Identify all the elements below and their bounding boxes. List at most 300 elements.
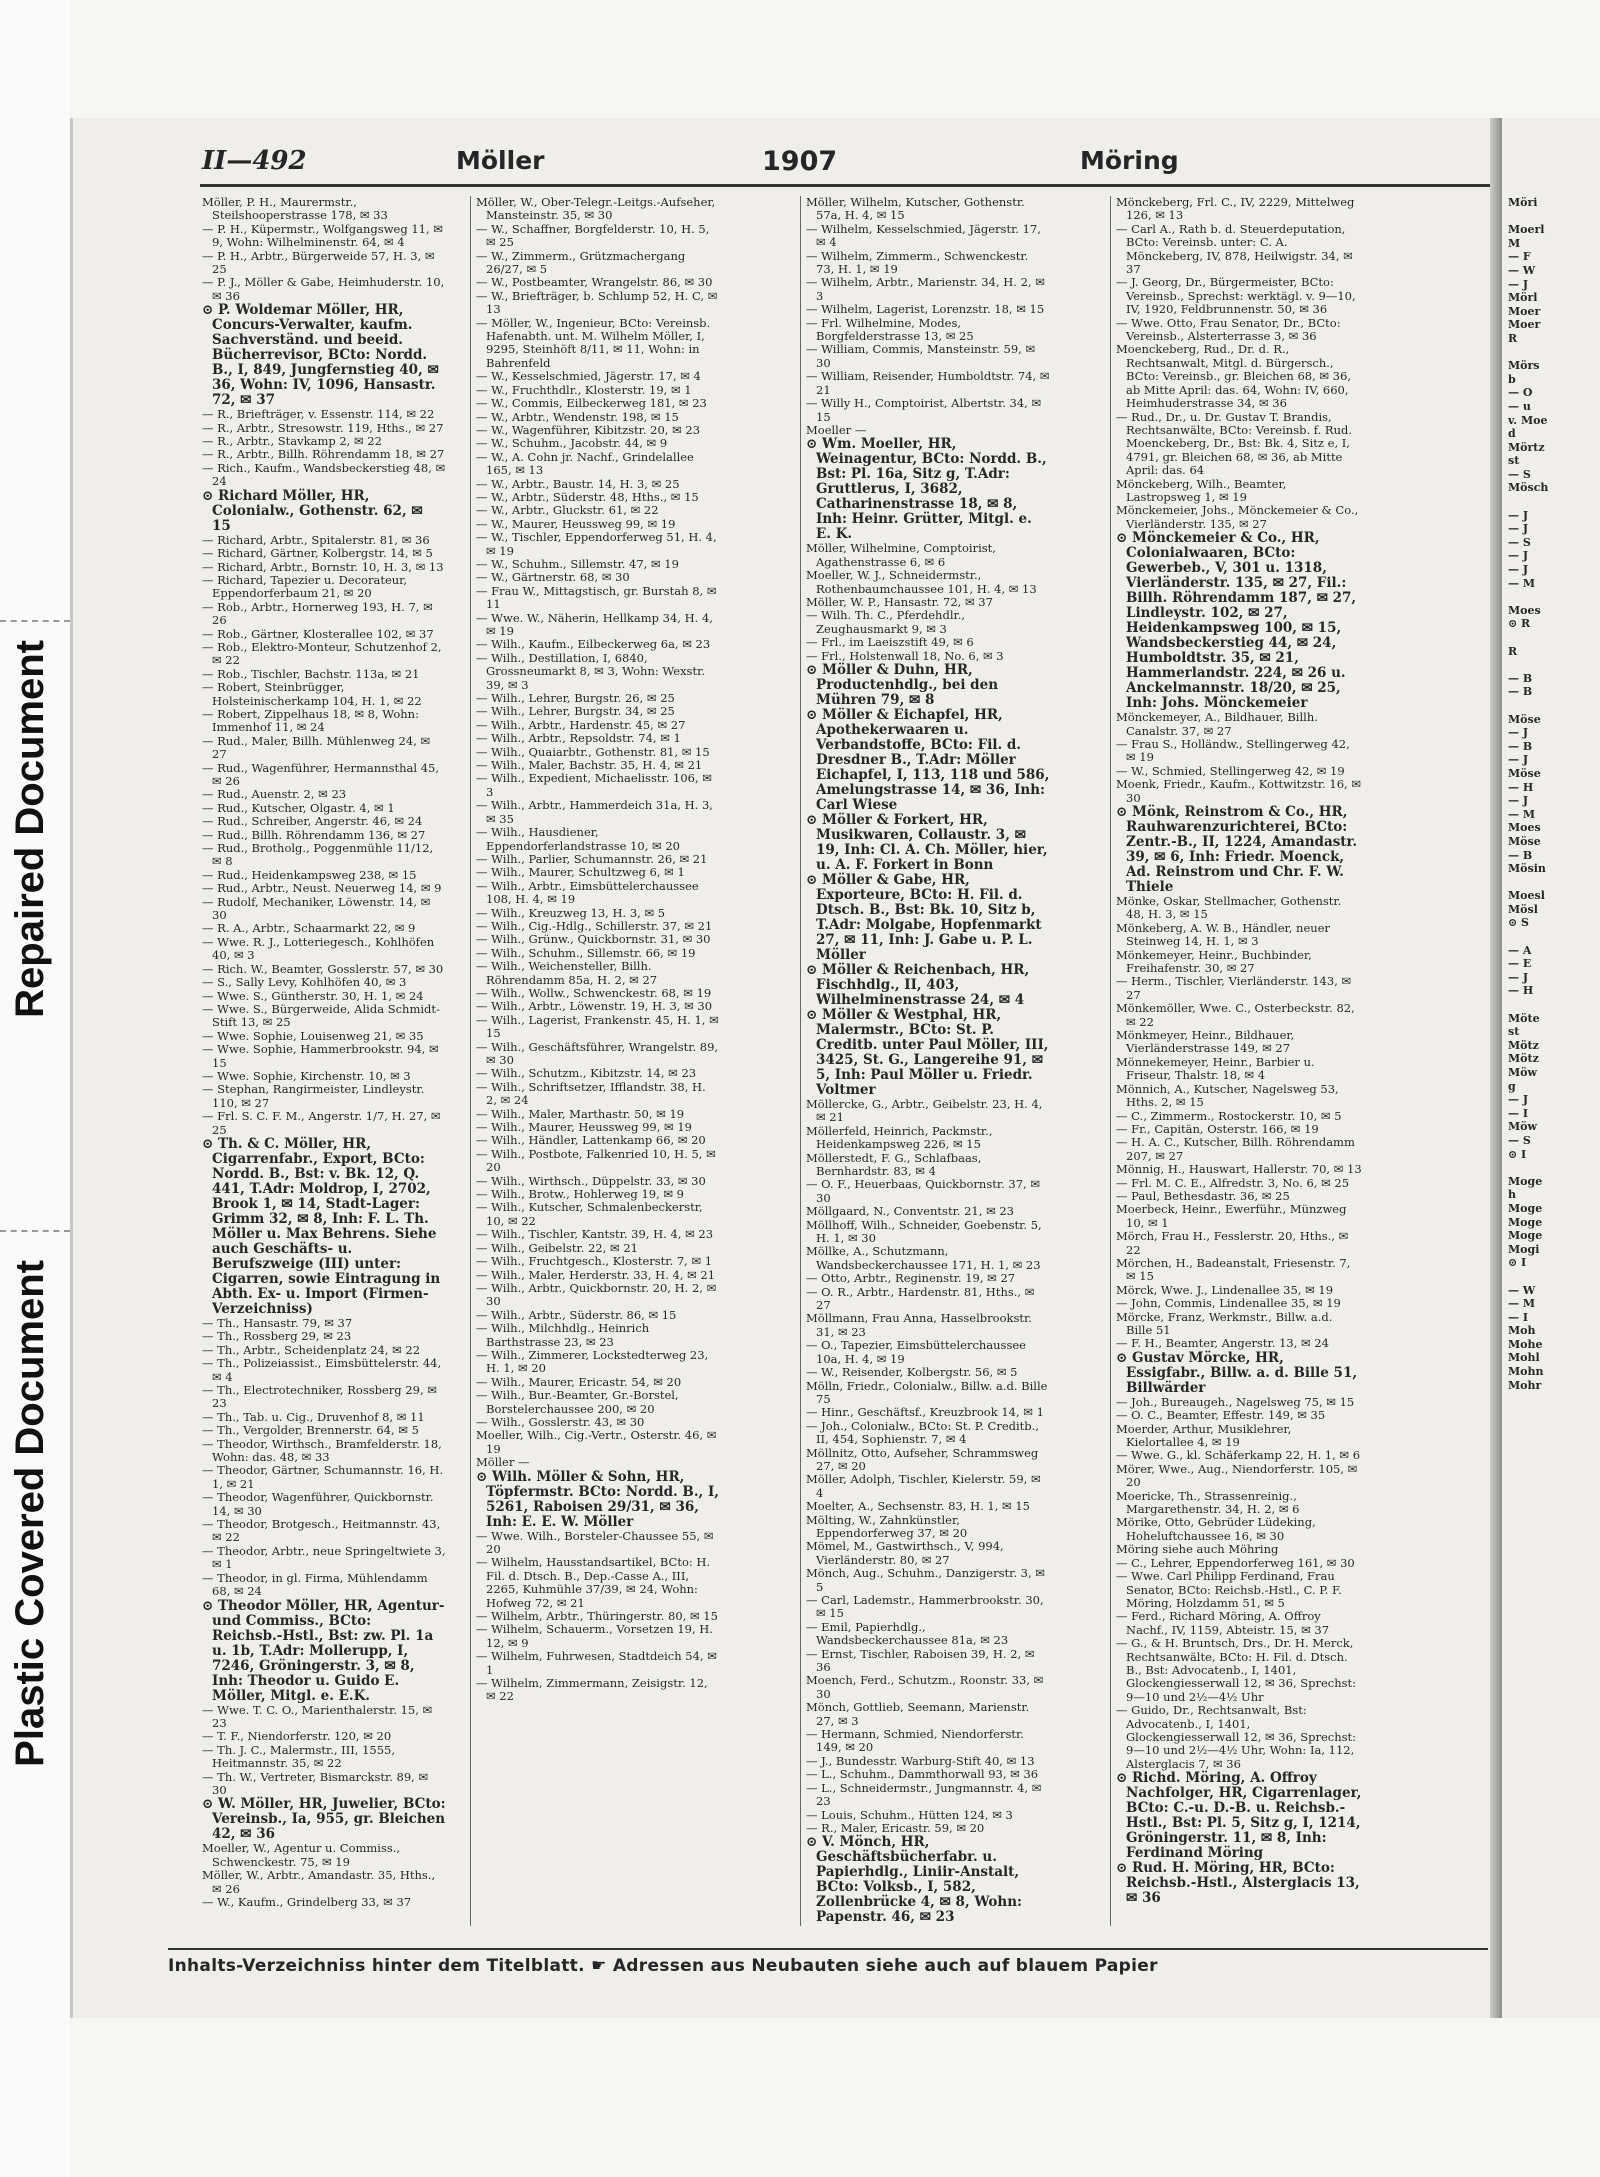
directory-entry: Mönkmeyer, Heinr., Bildhauer, Vierländerstrasse 149, ✉ 27: [1116, 1028, 1295, 1056]
directory-entry: ⊙ Möller & Gabe, HR, Exporteure, BCto: H. Fil. d. Dtsch. B., Bst: Bk. 10, Sitz b, T.Adr: Molgabe, Hopfenmarkt 27, ✉ 11, Inh: J. Gabe u. P. L. Möller: [806, 871, 1042, 963]
directory-entry: — Frau W., Mittagstisch, gr. Burstah 8, ✉ 11: [476, 583, 717, 612]
directory-entry: — Wilh., Kaufm., Eilbeckerweg 6a, ✉ 23: [476, 637, 711, 652]
directory-entry: — L., Schneidermstr., Jungmannstr. 4, ✉ 23: [806, 1780, 1042, 1809]
directory-entry: — Wilhelm, Zimmerm., Schwenckestr. 73, H. 1, ✉ 19: [806, 248, 1029, 277]
directory-entry: ⊙ Rud. H. Möring, HR, BCto: Reichsb.-Hstl., Alsterglacis 13, ✉ 36: [1116, 1860, 1360, 1907]
header-year: 1907: [762, 146, 838, 177]
directory-entry: — Frl., Holstenwall 18, No. 6, ✉ 3: [806, 648, 1004, 663]
next-page-line: Mötz: [1508, 1038, 1539, 1052]
next-page-line: — B: [1508, 671, 1533, 685]
directory-entry: — Wilh., Geschäftsführer, Wrangelstr. 89, ✉ 30: [476, 1039, 719, 1067]
directory-entry: — Rud., Brotholg., Poggenmühle 11/12, ✉ 8: [202, 841, 434, 869]
directory-entry: — W., Postbeamter, Wrangelstr. 86, ✉ 30: [476, 275, 713, 290]
directory-entry: — L., Schuhm., Dammthorwall 93, ✉ 36: [806, 1767, 1039, 1782]
directory-entry: — Hermann, Schmied, Niendorferstr. 149, ✉ 20: [806, 1727, 1024, 1755]
next-page-line: — J: [1508, 1093, 1529, 1107]
next-page-line: Möse: [1508, 766, 1541, 780]
directory-entry: — Rud., Heidenkampsweg 238, ✉ 15: [202, 867, 417, 882]
directory-entry: — Rud., Wagenführer, Hermannsthal 45, ✉ 26: [202, 760, 440, 788]
directory-entry: — Wilh., Maurer, Heussweg 99, ✉ 19: [476, 1120, 692, 1135]
next-page-line: — M: [1508, 576, 1536, 590]
next-page-line: [1502, 658, 1600, 672]
directory-entry: ⊙ Möller & Forkert, HR, Musikwaren, Collaustr. 3, ✉ 19, Inh: Cl. A. Ch. Möller, hier, u. A. F. Forkert in Bonn: [806, 811, 1048, 873]
directory-entry: — F. H., Beamter, Angerstr. 13, ✉ 24: [1116, 1336, 1329, 1351]
next-page-line: — B: [1508, 685, 1533, 699]
directory-entry: — Theodor, Arbtr., neue Springeltwiete 3, ✉ 1: [202, 1543, 446, 1572]
directory-entry: — R., Maler, Ericastr. 59, ✉ 20: [806, 1820, 985, 1835]
next-page-line: Moge: [1508, 1215, 1543, 1229]
directory-entry: — Rob., Tischler, Bachstr. 113a, ✉ 21: [202, 666, 420, 681]
directory-entry: — Wilhelm, Fuhrwesen, Stadtdeich 54, ✉ 1: [476, 1649, 717, 1677]
directory-entry: — William, Reisender, Humboldtstr. 74, ✉ 21: [806, 369, 1050, 397]
binding-gutter: [1490, 118, 1502, 2018]
directory-entry: — W., Kaufm., Grindelberg 33, ✉ 37: [202, 1894, 412, 1909]
directory-entry: — Wilh., Fruchtgesch., Klosterstr. 7, ✉ 1: [476, 1254, 713, 1269]
directory-entry: — Fr., Capitän, Osterstr. 166, ✉ 19: [1116, 1121, 1319, 1136]
directory-entry: ⊙ Wm. Moeller, HR, Weinagentur, BCto: Nordd. B., Bst: Pl. 16a, Sitz g, T.Adr: Gruttlerus, I, 3682, Catharinenstrasse 18, ✉ 8, Inh: Heinr. Grütter, Mitgl. e. E. K.: [806, 436, 1047, 543]
directory-entry: — W., Schuhm., Jacobstr. 44, ✉ 9: [476, 436, 668, 451]
directory-entry: Moenckeberg, Rud., Dr. d. R., Rechtsanwalt, Mitgl. d. Bürgersch., BCto: Vereinsb., gr. Bleichen 68, ✉ 36, ab Mitte April: das. 64, Wohn: IV, 660, Heimhuderstrasse 34, ✉ 36: [1116, 342, 1351, 411]
directory-entry: — R., Arbtr., Billh. Röhrendamm 18, ✉ 27: [202, 447, 445, 462]
directory-entry: Mönnich, A., Kutscher, Nagelsweg 53, Hths. 2, ✉ 15: [1116, 1081, 1339, 1110]
directory-entry: — Rob., Gärtner, Klosterallee 102, ✉ 37: [202, 626, 434, 641]
directory-entry: — C., Zimmerm., Rostockerstr. 10, ✉ 5: [1116, 1108, 1342, 1123]
directory-entry: — Joh., Colonialw., BCto: St. P. Creditb., II, 454, Sophienstr. 7, ✉ 4: [806, 1418, 1039, 1447]
directory-entry: Möller, W. P., Hansastr. 72, ✉ 37: [806, 594, 993, 609]
directory-entry: — O. C., Beamter, Effestr. 149, ✉ 35: [1116, 1408, 1326, 1423]
next-page-line: — H: [1508, 984, 1534, 998]
directory-entry: — Wilh., Arbtr., Eimsbüttelerchaussee 108, H. 4, ✉ 19: [476, 878, 699, 907]
directory-entry: — J., Bundesstr. Warburg-Stift 40, ✉ 13: [806, 1753, 1035, 1768]
next-page-line: — J: [1508, 549, 1529, 563]
directory-entry: Moelter, A., Sechsenstr. 83, H. 1, ✉ 15: [806, 1499, 1030, 1514]
next-page-line: — J: [1508, 753, 1529, 767]
next-page-line: Mohe: [1508, 1337, 1543, 1351]
next-page-line: [1502, 1161, 1600, 1175]
next-page-line: M: [1508, 236, 1521, 250]
directory-entry: Möllgaard, N., Conventstr. 21, ✉ 23: [806, 1204, 1014, 1219]
directory-entry: — W., Arbtr., Gluckstr. 61, ✉ 22: [476, 503, 659, 518]
next-page-line: — J: [1508, 970, 1529, 984]
directory-entry: — Wilh., Maler, Marthastr. 50, ✉ 19: [476, 1106, 685, 1121]
directory-entry: Möllercke, G., Arbtr., Geibelstr. 23, H. 4, ✉ 21: [806, 1096, 1043, 1125]
directory-entry: — O. F., Heuerbaas, Quickbornstr. 37, ✉ 30: [806, 1177, 1040, 1205]
directory-entry: Mönch, Gottlieb, Seemann, Marienstr. 27, ✉ 3: [806, 1700, 1030, 1728]
next-page-line: Moes: [1508, 603, 1541, 617]
directory-entry: — Rud., Schreiber, Angerstr. 46, ✉ 24: [202, 814, 423, 829]
directory-entry: ⊙ Mönckemeier & Co., HR, Colonialwaaren, BCto: Gewerbeb., V, 301 u. 1318, Vierländerstr. 135, ✉ 27, Fil.: Billh. Röhrendamm 187, ✉ 27, Lindleystr. 102, ✉ 27, Heidenkampsweg 100, ✉ 15, Wandsbeckerstieg 44, ✉ 24, Humboldtstr. 35, ✉ 21, Hammerlandstr. 224, ✉ 26 u. Anckelmannstr. 18/20, ✉ 25, Inh: Johs. Mönckemeier: [1116, 530, 1357, 712]
directory-entry: Mönke, Oskar, Stellmacher, Gothenstr. 48, H. 3, ✉ 15: [1116, 894, 1342, 922]
directory-entry: Moerder, Arthur, Musiklehrer, Kielortallee 4, ✉ 19: [1116, 1421, 1292, 1450]
directory-entry: — Wilh., Arbtr., Löwenstr. 19, H. 3, ✉ 30: [476, 999, 713, 1014]
directory-entry: — R., Arbtr., Stavkamp 2, ✉ 22: [202, 434, 382, 449]
directory-entry: ⊙ P. Woldemar Möller, HR, Concurs-Verwalter, kaufm. Sachverständ. und beeid. Bücherrevisor, BCto: Nordd. B., I, 849, Jungfernstieg 40, ✉ 36, Wohn: IV, 1096, Hansastr. 72, ✉ 37: [202, 302, 439, 409]
directory-entry: ⊙ Th. & C. Möller, HR, Cigarrenfabr., Export, BCto: Nordd. B., Bst: v. Bk. 12, Q. 441, T.Adr: Moldrop, I, 2702, Brook 1, ✉ 14, Stadt-Lager: Grimm 32, ✉ 8, Inh: F. L. Th. Möller u. Max Behrens. Siehe auch Geschäfts- u. Berufszweige (III) unter: Cigarren, sowie Eintragung in Abth. Ex- u. Import (Firmen-Verzeichniss): [202, 1135, 441, 1317]
next-page-line: — A: [1508, 943, 1532, 957]
divider: [0, 1230, 70, 1232]
directory-entry: — Wilh., Cig.-Hdlg., Schillerstr. 37, ✉ 21: [476, 918, 713, 933]
directory-entry: Möllerfeld, Heinrich, Packmstr., Heidenkampsweg 226, ✉ 15: [806, 1123, 993, 1152]
header-left-name: Möller: [456, 146, 545, 175]
header-right-name: Möring: [1080, 146, 1179, 175]
directory-entry: — O., Tapezier, Eimsbüttelerchaussee 10a, H. 4, ✉ 19: [806, 1338, 1026, 1366]
directory-entry: Möller, P. H., Maurermstr., Steilshooperstrasse 178, ✉ 33: [202, 196, 388, 223]
column-rule: [470, 196, 471, 1926]
next-page-line: st: [1508, 1025, 1520, 1039]
next-page-line: — J: [1508, 508, 1529, 522]
next-page-line: Mösch: [1508, 481, 1549, 495]
directory-entry: — Paul, Bethesdastr. 36, ✉ 25: [1116, 1188, 1290, 1203]
directory-entry: Moench, Ferd., Schutzm., Roonstr. 33, ✉ 30: [806, 1673, 1044, 1701]
directory-entry: — T. F., Niendorferstr. 120, ✉ 20: [202, 1729, 392, 1744]
directory-entry: Mömel, M., Gastwirthsch., V, 994, Vierländerstr. 80, ✉ 27: [806, 1539, 1004, 1567]
directory-entry: Möller —: [476, 1455, 530, 1470]
directory-entry: Mörcke, Franz, Werkmstr., Billw. a.d. Bille 51: [1116, 1309, 1333, 1337]
directory-entry: Mönnig, H., Hauswart, Hallerstr. 70, ✉ 13: [1116, 1162, 1362, 1177]
directory-entry: — Wilh., Destillation, I, 6840, Grossneumarkt 8, ✉ 3, Wohn: Wexstr. 39, ✉ 3: [476, 650, 705, 692]
directory-entry: Moeller, Wilh., Cig.-Vertr., Osterstr. 46, ✉ 19: [476, 1428, 717, 1456]
directory-entry: — H. A. C., Kutscher, Billh. Röhrendamm 207, ✉ 27: [1116, 1135, 1355, 1163]
repaired-document-label: Repaired Document: [8, 640, 52, 1018]
directory-entry: — Rob., Arbtr., Hornerweg 193, H. 7, ✉ 26: [202, 599, 433, 628]
directory-entry: — W., Gärtnerstr. 68, ✉ 30: [476, 570, 630, 585]
directory-entry: — P. J., Möller & Gabe, Heimhuderstr. 10, ✉ 36: [202, 275, 445, 303]
directory-entry: — W., Zimmerm., Grützmachergang 26/27, ✉ 5: [476, 248, 686, 277]
next-page-line: ⊙ I: [1508, 1256, 1527, 1270]
next-page-line: Moge: [1508, 1201, 1543, 1215]
next-page-line: [1502, 930, 1600, 944]
directory-entry: — Theodor, in gl. Firma, Mühlendamm 68, ✉ 24: [202, 1570, 428, 1599]
directory-entry: — Frl. Wilhelmine, Modes, Borgfelderstrasse 13, ✉ 25: [806, 315, 974, 344]
next-page-line: Mogi: [1508, 1242, 1540, 1256]
directory-entry: ⊙ Wilh. Möller & Sohn, HR, Töpfermstr. BCto: Nordd. B., I, 5261, Raboisen 29/31, ✉ 36, Inh: E. E. W. Möller: [476, 1468, 719, 1530]
directory-entry: — Wilh., Maler, Bachstr. 35, H. 4, ✉ 21: [476, 758, 703, 773]
header-rule: [200, 184, 1490, 187]
directory-entry: — Th. W., Vertreter, Bismarckstr. 89, ✉ 30: [202, 1769, 429, 1797]
directory-entry: — G., & H. Bruntsch, Drs., Dr. H. Merck, Rechtsanwälte, BCto: H. Fil. d. Dtsch. B., Bst: Advocatenb., I, 1401, Glockengiesserwall 12, ✉ 36, Sprechst: 9—10 und 2½—4½ Uhr: [1116, 1636, 1357, 1704]
directory-entry: — Theodor, Wagenführer, Quickbornstr. 14, ✉ 30: [202, 1490, 434, 1518]
directory-entry: — W., Commis, Eilbeckerweg 181, ✉ 23: [476, 396, 707, 411]
directory-entry: ⊙ Mönk, Reinstrom & Co., HR, Rauhwarenzurichterei, BCto: Zentr.-B., II, 1224, Amandastr. 39, ✉ 6, Inh: Friedr. Moenck, Ad. Reinstrom und Chr. F. W. Thiele: [1116, 804, 1358, 895]
directory-entry: Mörer, Wwe., Aug., Niendorferstr. 105, ✉ 20: [1116, 1461, 1358, 1490]
next-page-line: v. Moe: [1508, 413, 1548, 427]
directory-entry: Moeller, W., Agentur u. Commiss., Schwenckestr. 75, ✉ 19: [202, 1841, 401, 1869]
directory-entry: — W., Reisender, Kolbergstr. 56, ✉ 5: [806, 1365, 1018, 1380]
directory-entry: — Wilh., Tischler, Kantstr. 39, H. 4, ✉ 23: [476, 1227, 714, 1242]
directory-entry: Mörch, Frau H., Fesslerstr. 20, Hths., ✉ 22: [1116, 1229, 1349, 1257]
directory-entry: — Theodor, Gärtner, Schumannstr. 16, H. 1, ✉ 21: [202, 1463, 444, 1491]
directory-entry: Moenk, Friedr., Kaufm., Kottwitzstr. 16, ✉ 30: [1116, 777, 1361, 805]
next-page-line: — E: [1508, 957, 1532, 971]
directory-entry: — Th., Rossberg 29, ✉ 23: [202, 1329, 352, 1344]
directory-entry: ⊙ Theodor Möller, HR, Agentur- und Commiss., BCto: Reichsb.-Hstl., Bst: zw. Pl. 1a u. 1b, T.Adr: Mollerupp, I, 7246, Gröningerstr. 3, ✉ 8, Inh: Theodor u. Guido E. Möller, Mitgl. e. E.K.: [202, 1597, 445, 1704]
directory-entry: — W., Briefträger, b. Schlump 52, H. C, ✉ 13: [476, 288, 718, 317]
directory-entry: — Wilh., Maurer, Schultzweg 6, ✉ 1: [476, 865, 685, 880]
next-page-line: [1502, 1270, 1600, 1284]
directory-entry: — Joh., Bureaugeh., Nagelsweg 75, ✉ 15: [1116, 1394, 1355, 1409]
directory-entry: — Frl. M. C. E., Alfredstr. 3, No. 6, ✉ 25: [1116, 1175, 1350, 1190]
directory-entry: — Wwe. Sophie, Kirchenstr. 10, ✉ 3: [202, 1068, 411, 1083]
next-page-line: Moer: [1508, 304, 1541, 318]
next-page-line: — J: [1508, 563, 1529, 577]
next-page-line: Moge: [1508, 1229, 1543, 1243]
next-page-line: h: [1508, 1188, 1516, 1202]
directory-entry: — Ferd., Richard Möring, A. Offroy Nachf., IV, 1159, Abteistr. 15, ✉ 37: [1116, 1609, 1330, 1637]
directory-entry: Möller, Wilhelm, Kutscher, Gothenstr. 57a, H. 4, ✉ 15: [806, 196, 1025, 223]
divider: [0, 620, 70, 622]
directory-entry: — C., Lehrer, Eppendorferweg 161, ✉ 30: [1116, 1555, 1355, 1570]
directory-entry: — Th., Hansastr. 79, ✉ 37: [202, 1315, 353, 1330]
next-page-line: — B: [1508, 848, 1533, 862]
directory-entry: — Ernst, Tischler, Raboisen 39, H. 2, ✉ 36: [806, 1646, 1035, 1675]
directory-entry: Mörike, Otto, Gebrüder Lüdeking, Hoheluftchaussee 16, ✉ 30: [1116, 1515, 1316, 1543]
directory-entry: — Wwe. S., Bürgerweide, Alida Schmidt-Stift 13, ✉ 25: [202, 1001, 440, 1030]
directory-entry: — Wilh., Milchhdlg., Heinrich Barthstrasse 23, ✉ 23: [476, 1321, 650, 1349]
directory-entry: — John, Commis, Lindenallee 35, ✉ 19: [1116, 1296, 1341, 1311]
directory-entry: — Wwe. W., Näherin, Hellkamp 34, H. 4, ✉ 19: [476, 610, 713, 638]
directory-entry: — Willy H., Comptoirist, Albertstr. 34, ✉ 15: [806, 396, 1042, 424]
directory-entry: — Th., Arbtr., Scheidenplatz 24, ✉ 22: [202, 1342, 421, 1357]
directory-entry: — Rud., Billh. Röhrendamm 136, ✉ 27: [202, 827, 426, 842]
page-header: [130, 146, 1490, 186]
next-page-line: — J: [1508, 726, 1529, 740]
directory-entry: — Th., Vergolder, Brennerstr. 64, ✉ 5: [202, 1423, 419, 1438]
next-page-line: — H: [1508, 780, 1534, 794]
directory-entry: Möllmann, Frau Anna, Hasselbrookstr. 31, ✉ 23: [806, 1311, 1032, 1339]
directory-entry: — Rudolf, Mechaniker, Löwenstr. 14, ✉ 30: [202, 894, 431, 923]
next-page-line: Möse: [1508, 834, 1541, 848]
directory-entry: — Wilh. Th. C., Pferdehdlr., Zeughausmarkt 9, ✉ 3: [806, 608, 966, 636]
directory-entry: — Wilh., Arbtr., Süderstr. 86, ✉ 15: [476, 1307, 677, 1322]
directory-entry: — Th., Tab. u. Cig., Druvenhof 8, ✉ 11: [202, 1409, 425, 1424]
directory-entry: — Rich., Kaufm., Wandsbeckerstieg 48, ✉ 24: [202, 460, 446, 489]
next-page-line: — J: [1508, 277, 1529, 291]
directory-entry: — Wilhelm, Arbtr., Marienstr. 34, H. 2, ✉ 3: [806, 275, 1045, 303]
directory-entry: Mönckeberg, Frl. C., IV, 2229, Mittelweg 126, ✉ 13: [1116, 196, 1355, 223]
directory-entry: Möllnitz, Otto, Aufseher, Schrammsweg 27, ✉ 20: [806, 1445, 1039, 1473]
next-page-line: b: [1508, 372, 1516, 386]
directory-entry: ⊙ Richard Möller, HR, Colonialw., Gothenstr. 62, ✉ 15: [202, 487, 423, 534]
directory-entry: — Carl A., Rath b. d. Steuerdeputation, BCto: Vereinsb. unter: C. A. Mönckeberg, IV, 878, Heilwigstr. 34, ✉ 37: [1116, 221, 1353, 277]
next-page-line: Mösl: [1508, 902, 1538, 916]
directory-entry: — Th., Polizeiassist., Eimsbüttelerstr. 44, ✉ 4: [202, 1356, 442, 1384]
directory-entry: — Wilh., Maler, Herderstr. 33, H. 4, ✉ 21: [476, 1267, 716, 1282]
directory-entry: — Wilh., Schuhm., Sillemstr. 66, ✉ 19: [476, 945, 696, 960]
directory-entry: ⊙ V. Mönch, HR, Geschäftsbücherfabr. u. Papierhdlg., Liniir-Anstalt, BCto: Volksb., I, 582, Zollenbrücke 4, ✉ 8, Wohn: Papenstr. 46, ✉ 23: [806, 1834, 1023, 1926]
next-page-line: Moes: [1508, 821, 1541, 835]
directory-entry: ⊙ Möller & Eichapfel, HR, Apothekerwaaren u. Verbandstoffe, BCto: Fil. d. Dresdner B., T.Adr: Möller Eichapfel, I, 113, 118 und 586, Amelungstrasse 14, ✉ 36, Inh: Carl Wiese: [806, 706, 1050, 813]
directory-entry: Moericke, Th., Strassenreinig., Margarethenstr. 34, H. 2, ✉ 6: [1116, 1488, 1300, 1517]
directory-entry: — Carl, Lademstr., Hammerbrookstr. 30, ✉ 15: [806, 1593, 1044, 1621]
directory-entry: — Robert, Zippelhaus 18, ✉ 8, Wohn: Immenhof 11, ✉ 24: [202, 706, 419, 735]
directory-entry: — Möller, W., Ingenieur, BCto: Vereinsb. Hafenabth. unt. M. Wilhelm Möller, I, 9295, Steinhöft 8/11, ✉ 11, Wohn: in Bahrenfeld: [476, 315, 711, 370]
directory-entry: — Rob., Elektro-Monteur, Schutzenhof 2, ✉ 22: [202, 639, 442, 668]
directory-entry: Mönkeberg, A. W. B., Händler, neuer Steinweg 14, H. 1, ✉ 3: [1116, 920, 1330, 949]
next-page-line: — I: [1508, 1106, 1528, 1120]
directory-entry: — Robert, Steinbrügger, Holsteinischerkamp 104, H. 1, ✉ 22: [202, 680, 422, 708]
next-page-line: Mohl: [1508, 1351, 1540, 1365]
directory-entry: — W., Arbtr., Süderstr. 48, Hths., ✉ 15: [476, 489, 699, 504]
next-page-line: g: [1508, 1079, 1516, 1093]
directory-entry: — Wilh., Parlier, Schumannstr. 26, ✉ 21: [476, 851, 708, 866]
plastic-covered-label: Plastic Covered Document: [8, 1260, 52, 1767]
directory-entry: — Stephan, Rangirmeister, Lindleystr. 110, ✉ 27: [202, 1082, 425, 1110]
directory-entry: — Hinr., Geschäftsf., Kreuzbrook 14, ✉ 1: [806, 1405, 1044, 1420]
directory-entry: — Wilh., Expedient, Michaelisstr. 106, ✉ 3: [476, 771, 712, 799]
directory-entry: — Th. J. C., Malermstr., III, 1555, Heitmannstr. 35, ✉ 22: [202, 1742, 396, 1771]
directory-entry: Möring siehe auch Möhring: [1116, 1542, 1279, 1557]
directory-entry: — Wilh., Kutscher, Schmalenbeckerstr, 10, ✉ 22: [476, 1200, 703, 1228]
directory-entry: — Wilh., Geibelstr. 22, ✉ 21: [476, 1240, 638, 1255]
directory-entry: — W., A. Cohn jr. Nachf., Grindelallee 165, ✉ 13: [476, 449, 694, 478]
next-page-line: — I: [1508, 1310, 1528, 1324]
next-page-line: — M: [1508, 1297, 1536, 1311]
directory-entry: — W., Fruchthdlr., Klosterstr. 19, ✉ 1: [476, 382, 692, 397]
page-number: II—492: [202, 146, 307, 176]
directory-entry: — R. A., Arbtr., Schaarmarkt 22, ✉ 9: [202, 921, 416, 936]
directory-entry: — Wilhelm, Lagerist, Lorenzstr. 18, ✉ 15: [806, 302, 1045, 317]
directory-entry: — Wilh., Zimmerer, Lockstedterweg 23, H. 1, ✉ 20: [476, 1347, 709, 1376]
directory-entry: — Herm., Tischler, Vierländerstr. 143, ✉ 27: [1116, 974, 1352, 1002]
directory-entry: Mölting, W., Zahnkünstler, Eppendorferweg 37, ✉ 20: [806, 1512, 968, 1540]
directory-entry: — Wilh., Händler, Lattenkamp 66, ✉ 20: [476, 1133, 706, 1148]
directory-entry: Möller, W., Arbtr., Amandastr. 35, Hths., ✉ 26: [202, 1868, 436, 1896]
directory-entry: Mönch, Aug., Schuhm., Danzigerstr. 3, ✉ 5: [806, 1566, 1045, 1594]
directory-entry: — Wwe. Sophie, Hammerbrookstr. 94, ✉ 15: [202, 1042, 439, 1070]
directory-entry: — Louis, Schuhm., Hütten 124, ✉ 3: [806, 1807, 1013, 1822]
next-page-line: Mörl: [1508, 291, 1538, 305]
directory-entry: — Wwe. R. J., Lotteriegesch., Kohlhöfen 40, ✉ 3: [202, 934, 435, 963]
next-page-line: Mösin: [1508, 862, 1546, 876]
directory-entry: — Emil, Papierhdlg., Wandsbeckerchaussee 81a, ✉ 23: [806, 1619, 1009, 1648]
directory-entry: — W., Maurer, Heussweg 99, ✉ 19: [476, 516, 676, 531]
next-page-line: — J: [1508, 794, 1529, 808]
directory-entry: Möllke, A., Schutzmann, Wandsbeckerchaussee 171, H. 1, ✉ 23: [806, 1244, 1041, 1272]
directory-entry: — Wilh., Hausdiener, Eppendorferlandstrasse 10, ✉ 20: [476, 825, 680, 853]
directory-entry: — Frl., im Laeiszstift 49, ✉ 6: [806, 635, 974, 650]
directory-entry: — Theodor, Wirthsch., Bramfelderstr. 18, Wohn: das. 48, ✉ 33: [202, 1436, 442, 1465]
directory-entry: Moeller, W. J., Schneidermstr., Rothenbaumchaussee 101, H. 4, ✉ 13: [806, 568, 1037, 596]
directory-entry: — Richard, Tapezier u. Decorateur, Eppendorferbaum 21, ✉ 20: [202, 572, 408, 601]
next-page-line: Möw: [1508, 1120, 1537, 1134]
directory-entry: — Rud., Auenstr. 2, ✉ 23: [202, 787, 347, 802]
directory-entry: — Richard, Arbtr., Spitalerstr. 81, ✉ 36: [202, 532, 430, 547]
next-page-line: Moge: [1508, 1174, 1543, 1188]
directory-entry: Mönckemeyer, A., Bildhauer, Billh. Canalstr. 37, ✉ 27: [1116, 710, 1318, 738]
directory-entry: — W., Arbtr., Baustr. 14, H. 3, ✉ 25: [476, 476, 680, 491]
directory-entry: — Wilh., Lehrer, Burgstr. 26, ✉ 25: [476, 691, 675, 706]
directory-entry: Mölln, Friedr., Colonialw., Billw. a.d. Bille 75: [806, 1378, 1048, 1406]
next-page-line: Mörs: [1508, 359, 1540, 373]
directory-entry: ⊙ Möller & Reichenbach, HR, Fischhdlg., II, 403, Wilhelminenstrasse 24, ✉ 4: [806, 961, 1030, 1008]
next-page-line: — F: [1508, 250, 1531, 264]
directory-entry: — Otto, Arbtr., Reginenstr. 19, ✉ 27: [806, 1271, 1016, 1286]
next-page-line: Möse: [1508, 712, 1541, 726]
directory-entry: — Wilh., Grünw., Quickbornstr. 31, ✉ 30: [476, 932, 711, 947]
directory-entry: — Wilh., Arbtr., Quickbornstr. 20, H. 2, ✉ 30: [476, 1280, 717, 1309]
directory-entry: Mönkemeyer, Heinr., Buchbinder, Freihafenstr. 30, ✉ 27: [1116, 947, 1312, 976]
column-rule: [800, 196, 801, 1926]
directory-entry: — W., Kesselschmied, Jägerstr. 17, ✉ 4: [476, 369, 701, 384]
directory-entry: — Wilhelm, Schauerm., Vorsetzen 19, H. 12, ✉ 9: [476, 1622, 713, 1650]
directory-entry: Möllhoff, Wilh., Schneider, Goebenstr. 5, H. 1, ✉ 30: [806, 1217, 1042, 1246]
directory-entry: — W., Wagenführer, Kibitzstr. 20, ✉ 23: [476, 422, 701, 437]
next-page-line: Moesl: [1508, 889, 1545, 903]
directory-entry: — Guido, Dr., Rechtsanwalt, Bst: Advocatenb., I, 1401, Glockengiesserwall 12, ✉ 36, Sprechst: 9—10 und 2½—4½ Uhr, Wohn: Ia, 112, Alsterglacis 7, ✉ 36: [1116, 1703, 1357, 1771]
directory-entry: — Wilh., Wollw., Schwenckestr. 68, ✉ 19: [476, 985, 712, 1000]
next-page-line: — W: [1508, 1283, 1536, 1297]
directory-entry: ⊙ Richd. Möring, A. Offroy Nachfolger, HR, Cigarrenlager, BCto: C.-u. D.-B. u. Reichsb.-Hstl., Bst: Pl. 5, Sitz g, I, 1214, Gröningerstr. 11, ✉ 8, Inh: Ferdinand Möring: [1116, 1770, 1362, 1862]
directory-entry: — Wilh., Lehrer, Burgstr. 34, ✉ 25: [476, 704, 675, 719]
directory-entry: — Wilh., Quaiarbtr., Gothenstr. 81, ✉ 15: [476, 744, 710, 759]
next-page-line: Moer: [1508, 318, 1541, 332]
directory-entry: — W., Arbtr., Wendenstr. 198, ✉ 15: [476, 409, 679, 424]
next-page-line: d: [1508, 427, 1516, 441]
directory-entry: ⊙ Möller & Duhn, HR, Productenhdlg., bei den Mühren 79, ✉ 8: [806, 661, 999, 708]
next-page-line: — B: [1508, 739, 1533, 753]
next-page-line: Möte: [1508, 1011, 1540, 1025]
directory-entry: — W., Schmied, Stellingerweg 42, ✉ 19: [1116, 763, 1345, 778]
directory-entry: — Wilh., Weichensteller, Billh. Röhrendamm 85a, H. 2, ✉ 27: [476, 959, 658, 987]
directory-entry: — Wilh., Maurer, Ericastr. 54, ✉ 20: [476, 1374, 682, 1389]
directory-entry: Möller, Wilhelmine, Comptoirist, Agathenstrasse 6, ✉ 6: [806, 541, 996, 569]
next-page-line: — S: [1508, 467, 1531, 481]
directory-entry: — S., Sally Levy, Kohlhöfen 40, ✉ 3: [202, 975, 407, 990]
next-page-line: Moerl: [1508, 223, 1545, 237]
directory-entry: — Wwe. T. C. O., Marienthalerstr. 15, ✉ 23: [202, 1702, 433, 1730]
directory-entry: — Frl. S. C. F. M., Angerstr. 1/7, H. 27, ✉ 25: [202, 1109, 441, 1137]
directory-entry: — Wilh., Arbtr., Repsoldstr. 74, ✉ 1: [476, 731, 681, 746]
next-page-line: R: [1508, 331, 1518, 345]
directory-entry: — Th., Electrotechniker, Rossberg 29, ✉ 23: [202, 1383, 437, 1411]
next-page-line: — O: [1508, 386, 1533, 400]
directory-entry: — Wilhelm, Arbtr., Thüringerstr. 80, ✉ 15: [476, 1609, 718, 1624]
footer-rule: [168, 1948, 1488, 1950]
directory-entry: — Wwe. Otto, Frau Senator, Dr., BCto: Vereinsb., Alsterterrasse 3, ✉ 36: [1116, 315, 1341, 344]
next-page-line: — J: [1508, 522, 1529, 536]
directory-entry: — Wilh., Postbote, Falkenried 10, H. 5, ✉ 20: [476, 1146, 716, 1175]
directory-entry: — Rud., Maler, Billh. Mühlenweg 24, ✉ 27: [202, 733, 431, 762]
directory-entry: [806, 1925, 1050, 1926]
directory-entry: — Wilh., Brotw., Hohlerweg 19, ✉ 9: [476, 1187, 684, 1202]
directory-entry: — W., Tischler, Eppendorferweg 51, H. 4, ✉ 19: [476, 530, 717, 558]
directory-entry: Mönnekemeyer, Heinr., Barbier u. Friseur, Thalstr. 18, ✉ 4: [1116, 1054, 1315, 1083]
directory-entry: — W., Schaffner, Borgfelderstr. 10, H. 5, ✉ 25: [476, 221, 710, 250]
next-page-line: — M: [1508, 807, 1536, 821]
directory-entry: — Wwe. Sophie, Louisenweg 21, ✉ 35: [202, 1028, 424, 1043]
directory-entry: Mörck, Wwe. J., Lindenallee 35, ✉ 19: [1116, 1282, 1334, 1297]
next-page-line: [1502, 699, 1600, 713]
next-page-line: — W: [1508, 263, 1536, 277]
directory-entry: — Frau S., Holländw., Stellingerweg 42, ✉ 19: [1116, 736, 1350, 765]
directory-entry: Moeller —: [806, 422, 867, 437]
next-page-line: Möw: [1508, 1066, 1537, 1079]
next-page-line: [1502, 346, 1600, 360]
directory-entry: — Wwe. Wilh., Borsteler-Chaussee 55, ✉ 20: [476, 1528, 714, 1556]
column-2: [476, 196, 720, 1926]
next-page-line: ⊙ R: [1508, 617, 1531, 631]
directory-entry: — Wilh., Wirthsch., Düppelstr. 33, ✉ 30: [476, 1173, 706, 1188]
directory-entry: — Rich. W., Beamter, Gosslerstr. 57, ✉ 30: [202, 961, 444, 976]
directory-entry: — P. H., Küpermstr., Wolfgangsweg 11, ✉ 9, Wohn: Wilhelminenstr. 64, ✉ 4: [202, 221, 443, 250]
directory-entry: — R., Briefträger, v. Essenstr. 114, ✉ 22: [202, 407, 435, 422]
next-page-line: ⊙ I: [1508, 1147, 1527, 1161]
page-footer: Inhalts-Verzeichniss hinter dem Titelblatt. ☛ Adressen aus Neubauten siehe auch auf blauem Papier: [168, 1956, 1158, 1976]
directory-entry: — Richard, Arbtr., Bornstr. 10, H. 3, ✉ 13: [202, 559, 444, 574]
directory-entry: — Rud., Kutscher, Olgastr. 4, ✉ 1: [202, 800, 395, 815]
directory-entry: — Wwe. S., Güntherstr. 30, H. 1, ✉ 24: [202, 988, 424, 1003]
directory-entry: — J. Georg, Dr., Bürgermeister, BCto: Vereinsb., Sprechst: werktägl. v. 9—10, IV, 1920, Feldbrunnenstr. 50, ✉ 36: [1116, 275, 1356, 317]
